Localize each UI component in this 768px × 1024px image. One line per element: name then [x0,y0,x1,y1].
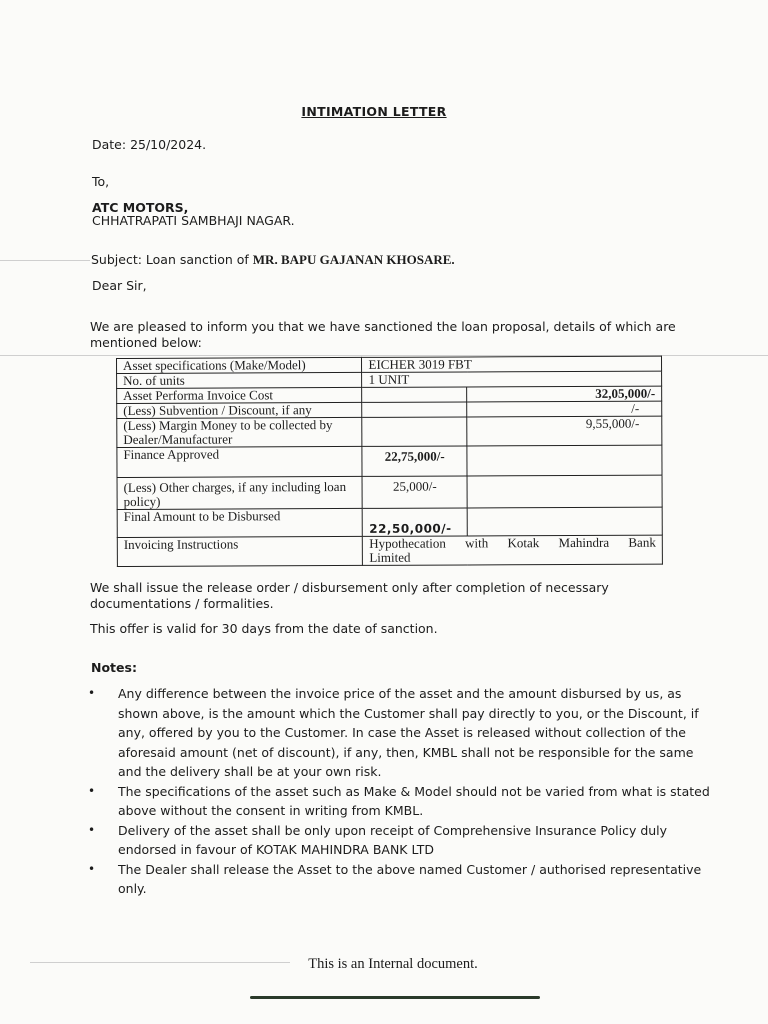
scan-artifact-line [0,260,90,261]
disbursement-paragraph: We shall issue the release order / disbursement only after completion of necessary documentations / formalities. [90,580,609,611]
list-item [88,684,714,782]
to-line: To, [92,174,110,189]
subject-line [91,252,455,268]
subject-name: MR. BAPU GAJANAN KHOSARE. [252,252,455,267]
notes-heading: Notes: [91,660,137,675]
bullet-icon: • [88,822,96,837]
date-value: 25/10/2024. [130,137,207,152]
invoicing-line-2: Limited [369,549,411,565]
validity-line: This offer is valid for 30 days from the date of sanction. [90,621,438,636]
row-label: Asset Performa Invoice Cost [117,387,363,403]
row-value: 9,55,000/- [467,416,662,446]
note-text: The specifications of the asset such as Make & Model should not be varied from what is stated above without the consent in writing from KMBL. [118,783,710,818]
row-value: 22,50,000/- [363,508,468,536]
bullet-icon: • [88,861,96,876]
list-item [88,782,714,821]
table-row [117,445,662,477]
row-value [363,535,663,565]
subject-label: Subject: Loan sanction of [91,252,253,267]
bottom-edge-bar [250,996,540,999]
table-row [117,535,662,566]
date-line [92,137,206,152]
row-value: 1 UNIT [362,371,662,387]
note-text: Delivery of the asset shall be only upon receipt of Comprehensive Insurance Policy duly endorsed in favour of KOTAK MAHINDRA BANK LTD [118,822,668,857]
date-label: Date: [92,137,131,152]
table-row [117,507,662,537]
footer-text: This is an Internal document. [308,956,478,972]
note-text: The Dealer shall release the Asset to the above named Customer / authorised representative only. [118,861,702,896]
table-row [117,475,662,509]
row-value: 22,75,000/- [362,446,467,476]
intro-paragraph: We are pleased to inform you that we have sanctioned the loan proposal, details of which are mentioned below: [90,319,676,350]
row-label: Final Amount to be Disbursed [117,508,363,537]
row-label: Finance Approved [117,446,363,477]
row-value: 32,05,000/- [467,386,662,402]
row-label: (Less) Margin Money to be collected by Dealer/Manufacturer [117,417,363,447]
row-label: Asset specifications (Make/Model) [117,357,363,373]
notes-list [88,684,714,899]
invoicing-line-1: Hypothecation with Kotak Mahindra Bank [369,534,656,551]
list-item [88,821,714,860]
bullet-icon: • [88,783,96,798]
loan-sanction-table [116,356,663,567]
row-label: Invoicing Instructions [117,536,363,566]
list-item [88,860,714,899]
row-label: (Less) Other charges, if any including loan policy) [117,476,363,509]
addressee-city: CHHATRAPATI SAMBHAJI NAGAR. [92,213,295,228]
row-value: /- [467,401,662,417]
note-text: Any difference between the invoice price of the asset and the amount disbursed by us, as shown above, is the amount which the Customer shall pay directly to you, or the Discount, if any, offered by you to the Customer. In case the Asset is released without collection of the aforesaid amount (net of discount), if any, then, KMBL shall not be responsible for the same and the delivery shall be at your own risk. [118,686,699,779]
addressee-name: ATC MOTORS, [92,200,189,215]
row-label: No. of units [117,372,363,388]
bullet-icon: • [88,686,96,700]
row-label: (Less) Subvention / Discount, if any [117,402,363,418]
letter-title: INTIMATION LETTER [301,104,447,119]
salutation: Dear Sir, [92,278,147,293]
row-value: EICHER 3019 FBT [362,356,662,372]
table-row [117,416,662,447]
row-value: 25,000/- [362,476,467,508]
